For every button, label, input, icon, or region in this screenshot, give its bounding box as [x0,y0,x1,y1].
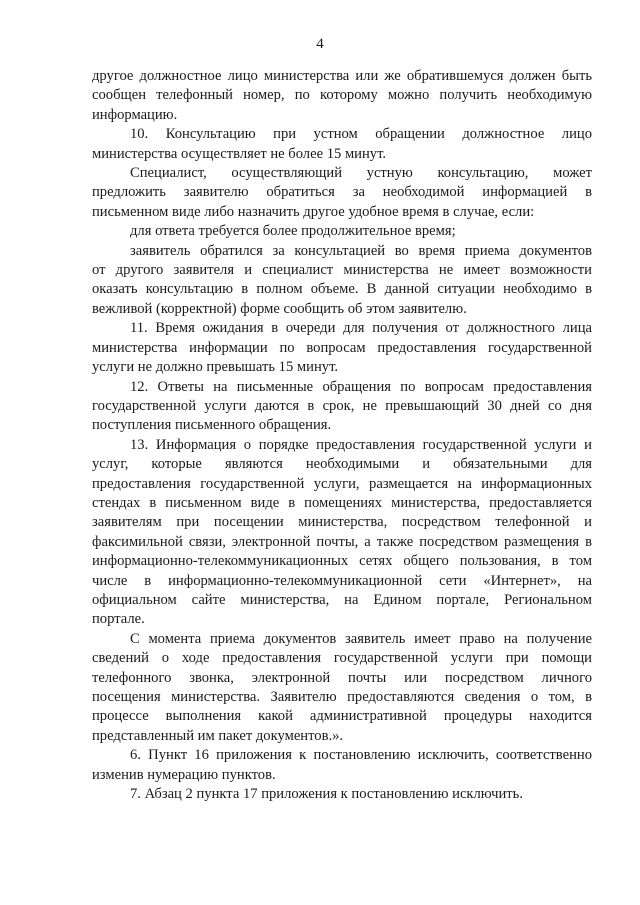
text-line: поступления письменного обращения. [92,417,332,434]
text-line: сведений о ходе предоставления государственной услуги при помощи [92,650,592,667]
text-line: стендах в письменном виде в помещениях министерства, предоставляется [92,494,592,511]
text-line: для ответа требуется более продолжительное время; [130,223,456,240]
text-line: телефонного звонка, электронной почты или посредством личного [92,669,592,686]
text-line: Специалист, осуществляющий устную консультацию, может [130,165,592,182]
text-line: другое должностное лицо министерства или же обратившемуся должен быть [92,68,592,84]
text-line: вежливой (корректной) форме сообщить об этом заявителю. [92,300,467,317]
text-line: информационно-телекоммуникационных сетях общего пользования, в том [92,553,592,570]
text-line: представленный им пакет документов.». [92,727,344,744]
text-line: письменном виде либо назначить другое удобное время в случае, если: [92,203,535,220]
text-line: от другого заявителя и специалист министерства не имеет возможности [92,262,592,279]
text-line: портале. [92,611,145,628]
text-line: 13. Информация о порядке предоставления государственной услуги и [130,436,592,453]
text-line: предложить заявителю обратиться за необходимой информацией в [92,184,592,201]
text-line: государственной услуги даются в срок, не превышающий 30 дней со дня [92,397,592,414]
text-line: заявителям при посещении министерства, посредством телефонной и [92,514,592,531]
text-line: 12. Ответы на письменные обращения по вопросам предоставления [130,378,592,395]
text-line: посещения министерства. Заявителю предоставляются сведения о том, в [92,689,592,705]
text-line: услуги не должно превышать 15 минут. [92,359,339,376]
text-line: процессе выполнения какой административной процедуры находится [92,708,592,725]
text-line: С момента приема документов заявитель имеет право на получение [130,630,592,647]
text-line: сообщен телефонный номер, по которому можно получить необходимую [92,87,592,104]
text-line: услуг, которые являются необходимыми и обязательными для [92,456,592,473]
text-line: 6. Пункт 16 приложения к постановлению исключить, соответственно [130,747,592,764]
page-number: 4 [316,36,324,52]
text-line: официальном сайте министерства, на Едином портале, Региональном [92,591,592,608]
text-line: числе в информационно-телекоммуникационной сети «Интернет», на [92,572,592,589]
text-line: 11. Время ожидания в очереди для получения от должностного лица [130,320,592,337]
text-line: министерства информации по вопросам предоставления государственной [92,339,592,356]
text-line: 7. Абзац 2 пункта 17 приложения к постановлению исключить. [130,786,523,803]
text-line: 10. Консультацию при устном обращении должностное лицо [130,126,592,143]
text-line: факсимильной связи, электронной почты, а также посредством размещения в [92,533,592,550]
text-line: оказать консультацию в полном объеме. В данной ситуации необходимо в [92,281,592,298]
text-line: министерства осуществляет не более 15 минут. [92,145,387,162]
text-line: предоставления государственной услуги, размещается на информационных [92,475,592,492]
text-line: информацию. [92,106,178,123]
text-line: заявитель обратился за консультацией во время приема документов [130,242,592,259]
document-body [92,67,592,804]
text-line: изменив нумерацию пунктов. [92,766,276,783]
